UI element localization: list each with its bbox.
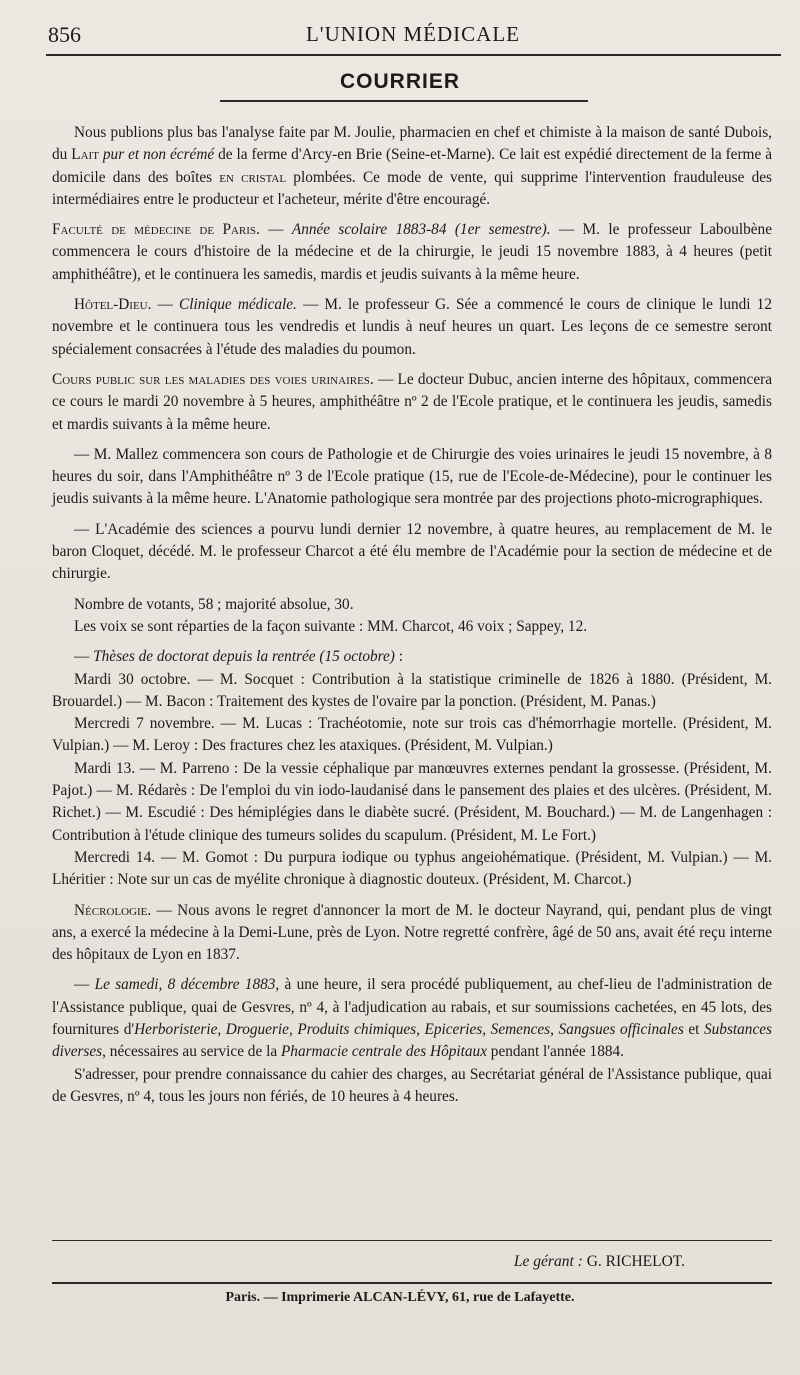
text-run: Faculté de médecine de Paris. xyxy=(52,221,260,239)
text-run: Pharmacie centrale des Hôpitaux xyxy=(280,1043,487,1061)
text-run: — xyxy=(74,648,94,666)
paragraph-cours-public xyxy=(52,369,772,436)
paragraph-these-14: Mercredi 14. — M. Gomot : Du purpura iodique ou typhus angeiohématique. (Président, M. Vulpian.) — M. Lhéritier : Note sur un cas de myélite chronique à diagnostic douteux. (Président, M. Charcot.) xyxy=(52,848,772,889)
paragraph-academie: — L'Académie des sciences a pourvu lundi dernier 12 novembre, à quatre heures, au remplacement de M. le baron Cloquet, décédé. M. le professeur Charcot a été élu membre de l'Académie pour la section de médecine et de chirurgie. xyxy=(52,520,772,583)
text-run: Hôtel-Dieu. xyxy=(74,296,152,314)
signature-label: Le gérant : xyxy=(513,1253,583,1270)
text-run: — Le docteur Dubuc, ancien interne des hôpitaux, commencera ce cours le mardi 20 novembre à 5 heures, amphithéâtre nº 2 de l'Ecole pratique, et le continuera les jeudis, samedis et mardis suivants à la même heure. xyxy=(52,370,772,433)
text-run: plombées. Ce mode de vente, qui supprime l'intervention frauduleuse des intermédiaires entre le producteur et l'acheteur, mérite d'être encouragé. xyxy=(52,168,773,208)
text-run: — M. le professeur Laboulbène commencera le cours d'histoire de la médecine et de la chirurgie, le jeudi 15 novembre 1883, à 4 heures (petit amphithéâtre), et le continuera les samedis, mardis et jeudis suivants à la même heure. xyxy=(52,221,772,283)
text-run: Cours public sur les maladies des voies urinaires. xyxy=(52,370,374,388)
article-body xyxy=(52,122,772,1116)
paragraph-these-30-octobre: Mardi 30 octobre. — M. Socquet : Contribution à la statistique criminelle de 1826 à 1880. (Président, M. Brouardel.) — M. Bacon : Traitement des kystes de l'ovaire par la ponction. (Président, M. Panas.) xyxy=(52,670,772,710)
paragraph-necrologie xyxy=(52,900,772,967)
text-run: — M. le professeur G. Sée a commencé le cours de clinique le lundi 12 novembre et le continuera tous les vendredis et lundis à neuf heures un quart. Les leçons de ce semestre seront spécialement consacrées à l'étude des maladies du poumon. xyxy=(52,296,772,358)
text-run: : xyxy=(394,648,403,666)
text-run: pur et non écrémé xyxy=(98,146,215,164)
text-run: Nous publions plus bas l'analyse faite par M. Joulie, pharmacien en chef et chimiste à la maison de santé Dubois, du xyxy=(52,124,772,164)
text-run: Nécrologie. xyxy=(74,901,152,919)
text-run: , à une heure, il sera procédé publiquement, au chef-lieu de l'administration de l'Assistance publique, quai de Gesvres, nº 4, à l'adjudication au rabais, et sur soumissions cachetées, en 45 lots, des fournitures d' xyxy=(52,976,773,1038)
text-run: Clinique médicale. xyxy=(179,296,297,314)
journal-title: L'UNION MÉDICALE xyxy=(305,22,520,46)
text-run: Le samedi, 8 décembre 1883 xyxy=(94,976,276,994)
imprint-line: Paris. — Imprimerie ALCAN-LÉVY, 61, rue de Lafayette. xyxy=(225,1290,575,1305)
header-rule xyxy=(46,54,781,56)
signature xyxy=(514,1253,685,1271)
text-run: et xyxy=(683,1020,704,1038)
text-run: de la ferme d'Arcy-en Brie (Seine-et-Marne). Ce lait est expédié directement de la ferme à domicile dans des boîtes xyxy=(52,146,772,186)
paragraph-adjudication xyxy=(52,974,772,1063)
text-run: — xyxy=(259,221,292,239)
text-run: — xyxy=(151,296,180,314)
paragraph-theses-heading xyxy=(52,646,772,668)
text-run: — xyxy=(74,976,95,994)
paragraph-these-7-novembre: Mercredi 7 novembre. — M. Lucas : Trachéotomie, note sur trois cas d'hémorrhagie mortelle. (Président, M. Vulpian.) — M. Leroy : Des fractures chez les ataxiques. (Président, M. Vulpian.) xyxy=(52,715,772,755)
paragraph-hotel-dieu xyxy=(52,294,772,361)
section-title: COURRIER xyxy=(339,70,460,93)
paragraph-faculte xyxy=(52,219,772,286)
paragraph-these-13: Mardi 13. — M. Parreno : De la vessie céphalique par manœuvres externes pendant la grossesse. (Président, M. Pajot.) — M. Rédarès : De l'emploi du vin iodo-laudanisé dans le pansement des plaies et des ulcères. (Président, M. Richet.) — M. Escudié : Des hémiplégies dans le diabète sucré. (Président, M. Bouchard.) — M. de Langenhagen : Contribution à l'étude clinique des tumeurs solides du scapulum. (Président, M. Le Fort.) xyxy=(52,759,772,844)
text-run: Herboristerie, Droguerie, Produits chimiques, Epiceries, Semences, Sangsues officinales xyxy=(134,1020,684,1038)
end-rule xyxy=(52,1240,772,1241)
paragraph-lait xyxy=(52,122,772,211)
paragraph-votants: Nombre de votants, 58 ; majorité absolue, 30. xyxy=(74,595,354,613)
running-head xyxy=(48,22,778,48)
text-run: en cristal xyxy=(219,168,287,186)
text-run: , nécessaires au service de la xyxy=(102,1043,281,1061)
text-run: pendant l'année 1884. xyxy=(486,1043,624,1061)
text-run: Substances diverses xyxy=(52,1020,772,1061)
paragraph-mallez: — M. Mallez commencera son cours de Pathologie et de Chirurgie des voies urinaires le jeudi 15 novembre, à 8 heures du soir, dans l'Amphithéâtre nº 3 de l'Ecole pratique (15, rue de l'Ecole-de-Médecine), pour le continuer les jeudis suivants à la même heure. L'Anatomie pathologique sera montrée par des projections photo-micrographiques. xyxy=(52,445,772,508)
text-run: Année scolaire 1883-84 (1er semestre). xyxy=(291,221,551,239)
signature-rule xyxy=(52,1282,772,1284)
paragraph-s-adresser: S'adresser, pour prendre connaissance du cahier des charges, au Secrétariat général de l'Assistance publique, quai de Gesvres, nº 4, tous les jours non fériés, de 10 heures à 4 heures. xyxy=(52,1065,772,1105)
text-run: Thèses de doctorat depuis la rentrée (15 octobre) xyxy=(93,648,395,666)
signature-name: G. RICHELOT. xyxy=(582,1253,685,1270)
text-run: — Nous avons le regret d'annoncer la mort de M. le docteur Nayrand, qui, pendant plus de vingt ans, a exercé la médecine à la Demi-Lune, près de Lyon. Notre regretté confrère, âgé de 50 ans, avait été reçu interne des hôpitaux de Lyon en 1837. xyxy=(52,901,772,964)
page-number: 856 xyxy=(48,22,81,47)
text-run: Lait xyxy=(71,146,99,164)
title-rule xyxy=(220,100,588,102)
paragraph-voix: Les voix se sont réparties de la façon suivante : MM. Charcot, 46 voix ; Sappey, 12. xyxy=(74,617,588,635)
